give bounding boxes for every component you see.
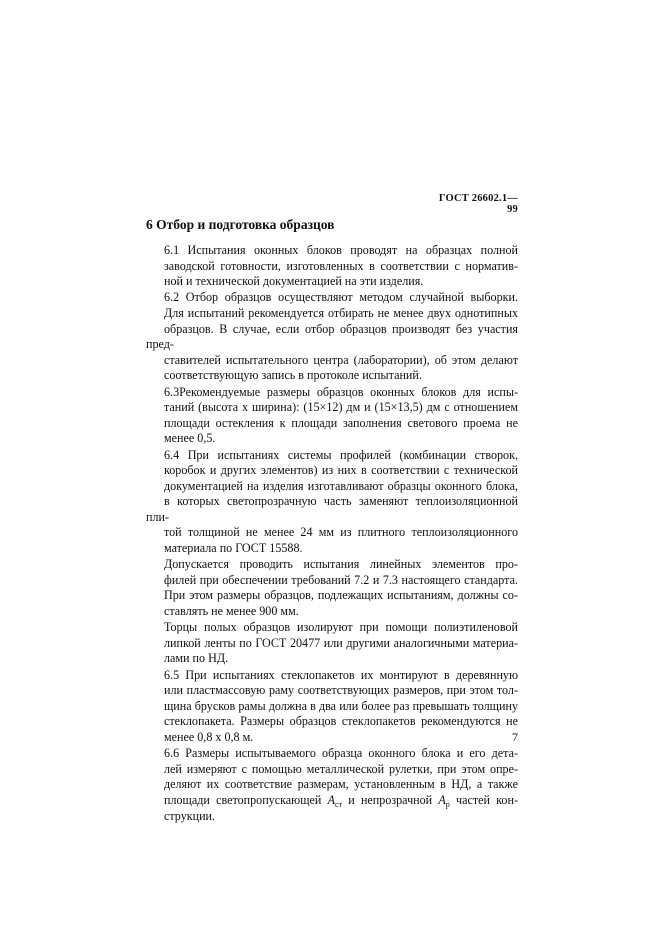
paragraph-6-4-linear-elements xyxy=(146,557,518,619)
paragraph-6-4 xyxy=(146,448,518,557)
text-line: ной и технической документацией на эти изделия. xyxy=(164,274,424,289)
text-line: 6.6 Размеры испытываемого образца оконного блока и его дета- xyxy=(164,746,518,761)
text-line: коробок и других элементов) из них в соответствии с технической xyxy=(164,463,518,478)
paragraph-6-4-hollow-ends xyxy=(146,620,518,667)
text-line: Допускается проводить испытания линейных элементов про- xyxy=(164,557,518,572)
page-number: 7 xyxy=(512,730,518,744)
text-line: При этом размеры образцов, подлежащих испытаниям, должны со- xyxy=(164,588,518,603)
text-line: 6.5 При испытаниях стеклопакетов их монтируют в деревянную xyxy=(164,667,518,682)
text-line: липкой ленты по ГОСТ 20477 или другими аналогичными материа- xyxy=(164,635,518,650)
formula-text-line xyxy=(146,793,518,809)
text-line: той толщиной не менее 24 мм из плитного теплоизоляционного xyxy=(164,525,518,540)
text-line: материала по ГОСТ 15588. xyxy=(164,541,303,556)
text-line: документацией на изделия изготавливают образцы оконного блока, xyxy=(164,478,518,493)
text-line: ставителей испытательного центра (лаборатории), об этом делают xyxy=(164,352,518,367)
text-line: заводской готовности, изготовленных в соответствии с норматив- xyxy=(164,258,518,273)
text-line: струкции. xyxy=(164,808,216,823)
text-line: Для испытаний рекомендуется отбирать не менее двух однотипных xyxy=(164,305,518,320)
text-line: стеклопакета. Размеры образцов стеклопакетов рекомендуются не xyxy=(164,714,518,729)
text-line: деляют их соответствие размерам, установленным в НД, а также xyxy=(164,777,518,792)
symbol-a-opaque: A xyxy=(438,792,446,807)
subscript-st: ст xyxy=(334,799,343,809)
text-line: ставлять не менее 900 мм. xyxy=(164,604,299,619)
text-line: 6.2 Отбор образцов осуществляют методом случайной выборки. xyxy=(164,290,518,305)
page-content xyxy=(146,216,518,825)
paragraph-6-1 xyxy=(146,243,518,290)
text-line: лами по НД. xyxy=(164,651,229,666)
text-line: таний (высота х ширина): (15×12) дм и (15×13,5) дм с отношением xyxy=(164,400,518,415)
text-line: лей измеряют с помощью металлической рулетки, при этом опре- xyxy=(164,761,518,776)
text-line: филей при обеспечении требований 7.2 и 7.3 настоящего стандарта. xyxy=(164,572,518,587)
text-line: соответствующую запись в протоколе испытаний. xyxy=(164,368,422,383)
subscript-r: р xyxy=(445,799,450,809)
text-line: 6.1 Испытания оконных блоков проводят на образцах полной xyxy=(164,243,518,257)
text-line: щина брусков рамы должна в два или более раз превышать толщину xyxy=(164,698,518,713)
formula-text-post: частей кон- xyxy=(449,792,518,807)
text-line: 6.4 При испытаниях системы профилей (комбинации створок, xyxy=(164,447,518,462)
section-title: 6 Отбор и подготовка образцов xyxy=(146,217,335,232)
text-line: менее 0,8 х 0,8 м. xyxy=(164,729,254,744)
formula-text-pre: площади светопропускающей xyxy=(164,792,328,807)
text-line: 6.3Рекомендуемые размеры образцов оконных блоков для испы- xyxy=(164,384,518,399)
text-line: менее 0,5. xyxy=(164,431,216,446)
text-line: образцов. В случае, если отбор образцов производят без участия пред- xyxy=(146,321,518,352)
text-line: или пластмассовую раму соответствующих размеров, при этом тол- xyxy=(164,683,518,698)
text-line: в которых светопрозрачную часть заменяют теплоизоляционной пли- xyxy=(146,494,518,524)
paragraph-6-2 xyxy=(146,290,518,384)
text-line: площади остекления к площади заполнения светового проема не xyxy=(164,415,518,430)
symbol-a-light: A xyxy=(327,792,335,807)
document-code: ГОСТ 26602.1—99 xyxy=(438,193,518,215)
text-line: Торцы полых образцов изолируют при помощи полиэтиленовой xyxy=(164,620,518,635)
paragraph-6-5 xyxy=(146,668,518,746)
paragraph-6-3 xyxy=(146,385,518,447)
paragraph-6-6 xyxy=(146,746,518,824)
formula-text-mid: и непрозрачной xyxy=(342,792,439,807)
